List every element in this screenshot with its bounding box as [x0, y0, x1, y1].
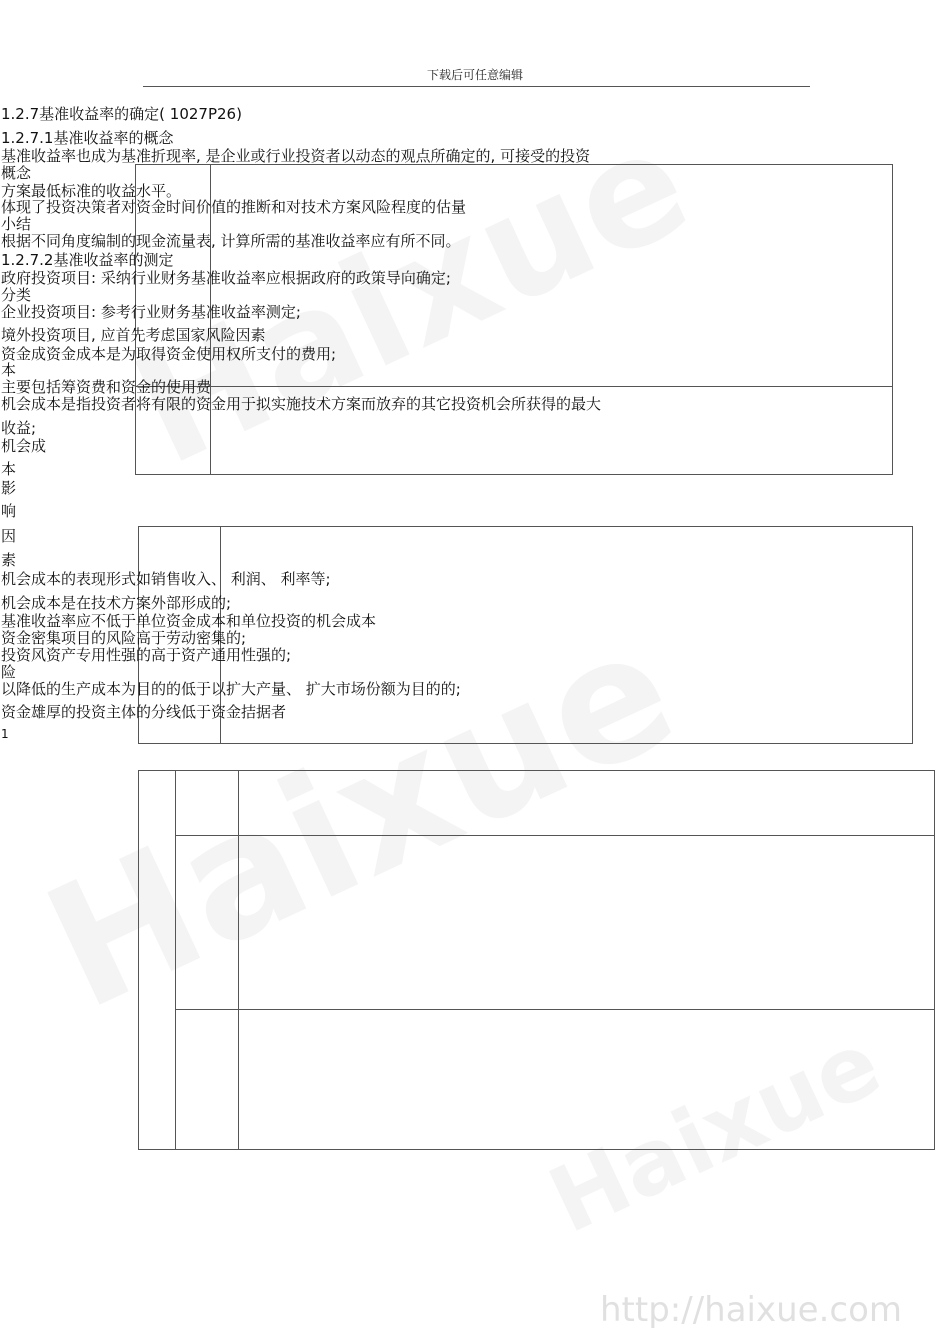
text-line: 机会成本的表现形式如销售收入、 利润、 利率等;: [1, 570, 331, 588]
text-line: 基准收益率应不低于单位资金成本和单位投资的机会成本: [1, 612, 377, 630]
subsection-heading: 1.2.7.2基准收益率的测定: [1, 251, 174, 269]
page-header: 下载后可任意编辑: [426, 68, 523, 82]
table-frame-1-row-divider: [135, 386, 893, 387]
row-label: 素: [1, 551, 17, 569]
text-line: 政府投资项目: 采纳行业财务基准收益率应根据政府的政策导向确定;: [1, 269, 451, 287]
text-line: 收益;: [1, 419, 37, 437]
watermark-url: http://haixue.com: [600, 1290, 902, 1330]
table-frame-3-divider-b: [238, 770, 239, 1150]
section-heading: 1.2.7基准收益率的确定( 1027P26): [1, 105, 242, 123]
row-label: 概念: [1, 164, 32, 182]
table-frame-3-row-divider-b: [175, 1009, 935, 1010]
row-label: 响: [1, 502, 17, 520]
text-line: 体现了投资决策者对资金时间价值的推断和对技术方案风险程度的估量: [1, 198, 467, 216]
row-label: 分类: [1, 286, 32, 304]
row-label: 险: [1, 663, 17, 681]
text-line: 企业投资项目: 参考行业财务基准收益率测定;: [1, 303, 301, 321]
row-label: 本: [1, 460, 17, 478]
text-line: 根据不同角度编制的现金流量表, 计算所需的基准收益率应有所不同。: [1, 232, 461, 250]
table-frame-3-divider-a: [175, 770, 176, 1150]
row-label: 机会成: [1, 437, 47, 455]
text-line: 以降低的生产成本为目的的低于以扩大产量、 扩大市场份额为目的的;: [1, 680, 461, 698]
table-frame-3-row-divider-a: [175, 835, 935, 836]
page-number: 1: [1, 727, 9, 741]
header-rule: [143, 86, 810, 87]
row-label: 本: [1, 361, 17, 379]
row-label: 因: [1, 527, 17, 545]
text-line: 机会成本是在技术方案外部形成的;: [1, 594, 232, 612]
text-line: 基准收益率也成为基准折现率, 是企业或行业投资者以动态的观点所确定的, 可接受的投资: [1, 147, 591, 165]
text-line: 资金雄厚的投资主体的分线低于资金拮据者: [1, 703, 287, 721]
text-line: 资金成资金成本是为取得资金使用权所支付的费用;: [1, 345, 337, 363]
text-line: 投资风资产专用性强的高于资产通用性强的;: [1, 646, 292, 664]
table-frame-3: [138, 770, 935, 1150]
text-line: 主要包括筹资费和资金的使用费: [1, 378, 212, 396]
text-line: 机会成本是指投资者将有限的资金用于拟实施技术方案而放弃的其它投资机会所获得的最大: [1, 395, 602, 413]
text-line: 境外投资项目, 应首先考虑国家风险因素: [1, 326, 266, 344]
text-line: 资金密集项目的风险高于劳动密集的;: [1, 629, 247, 647]
row-label: 小结: [1, 215, 32, 233]
text-line: 方案最低标准的收益水平。: [1, 182, 182, 200]
subsection-heading: 1.2.7.1基准收益率的概念: [1, 129, 174, 147]
row-label: 影: [1, 479, 17, 497]
